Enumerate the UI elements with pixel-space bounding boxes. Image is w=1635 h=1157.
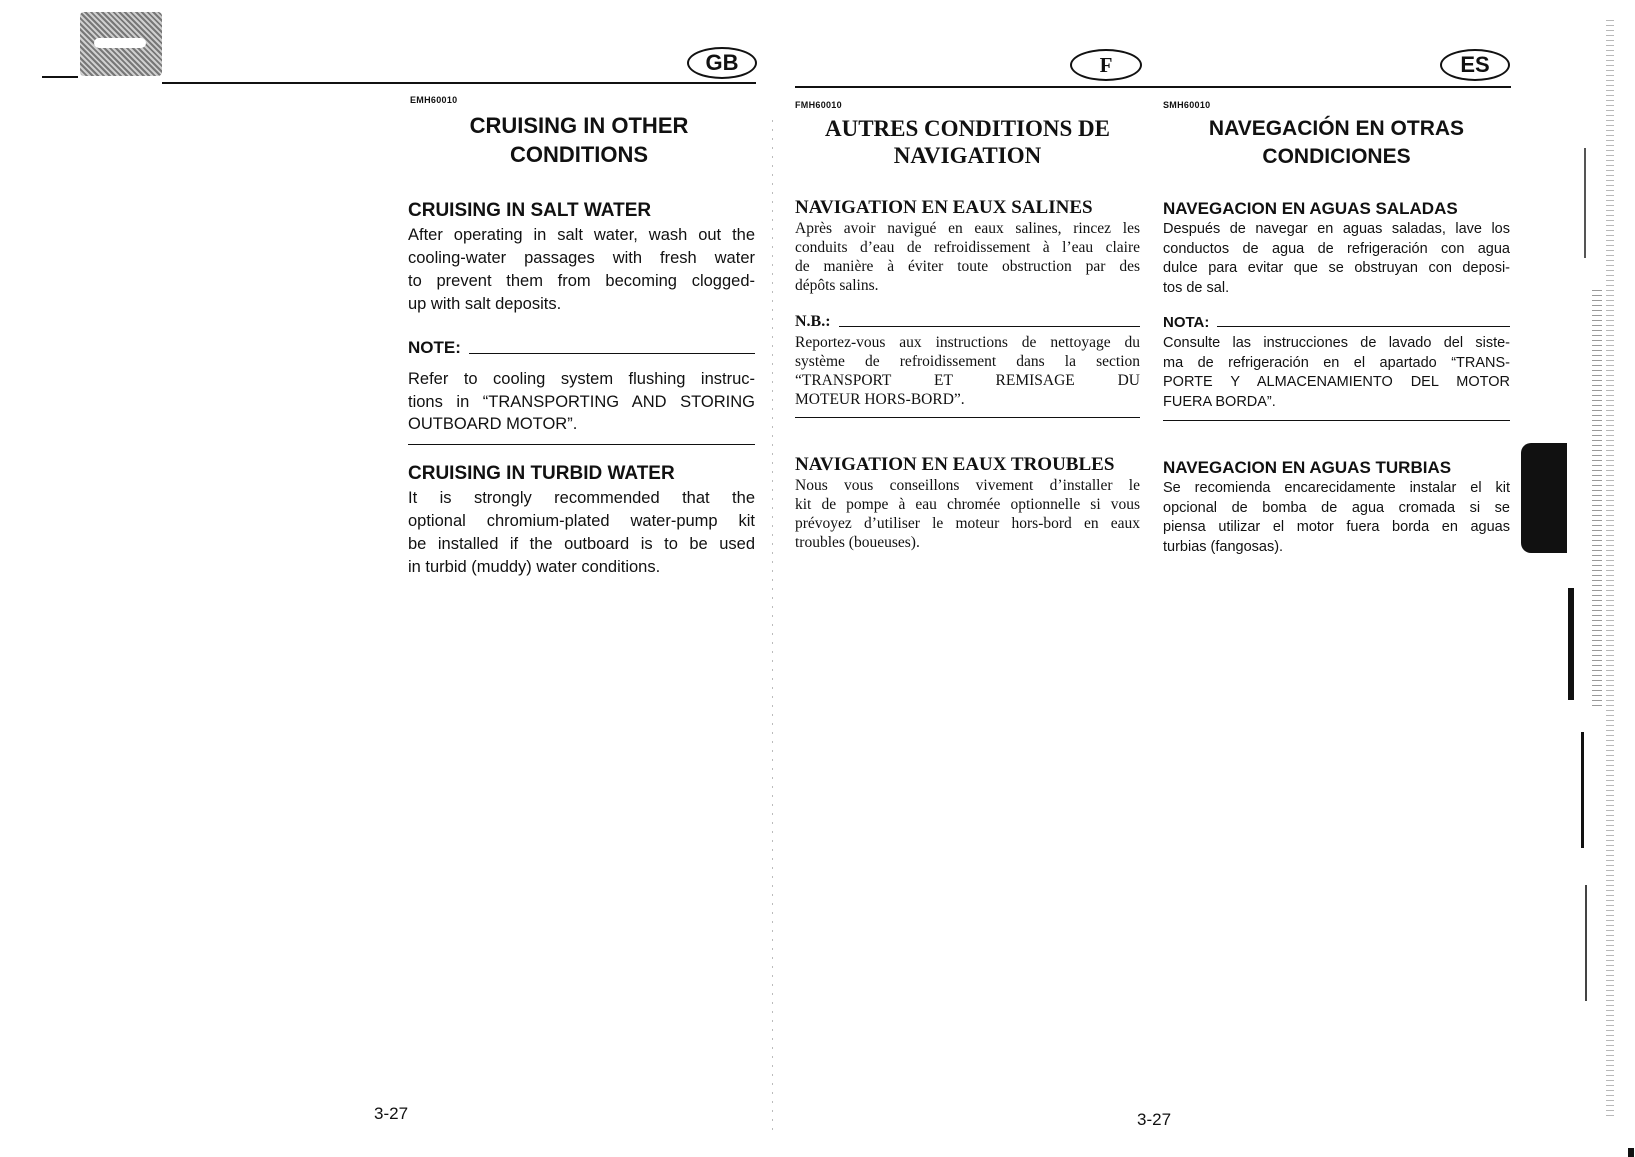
note-body [408, 368, 755, 436]
text-line: Reportez-vous aux instructions de nettoyage du [795, 334, 1140, 351]
text-line: PORTE Y ALMACENAMIENTO DEL MOTOR [1163, 374, 1510, 390]
text-line: MOTEUR HORS-BORD”. [795, 391, 965, 408]
title-line-1: NAVEGACIÓN EN OTRAS [1208, 117, 1465, 140]
turbid-water-paragraph [1163, 479, 1510, 557]
note-rule [1217, 326, 1510, 327]
salt-water-paragraph [408, 224, 755, 316]
turbid-water-paragraph [795, 476, 1140, 552]
edge-scan-noise [1606, 20, 1614, 1120]
title-line-1: CRUISING IN OTHER [469, 113, 689, 138]
text-line: “TRANSPORT ET REMISAGE DU [795, 372, 1140, 389]
text-line: in turbid (muddy) water conditions. [408, 557, 661, 576]
text-line: opcional de bomba de agua cromada si se [1163, 499, 1510, 516]
text-line: kit de pompe à eau chromée optionnelle si vous [795, 496, 1140, 513]
salt-water-heading: NAVEGACION EN AGUAS SALADAS [1163, 199, 1458, 218]
corner-mark [1628, 1148, 1634, 1157]
text-line: to prevent them from becoming clogged- [408, 272, 755, 290]
note-header [1163, 314, 1510, 331]
text-line: tos de sal. [1163, 279, 1230, 296]
title-line-2: NAVIGATION [893, 143, 1042, 168]
text-line: Après avoir navigué en eaux salines, rincez les [795, 220, 1140, 237]
turbid-water-heading: NAVEGACION EN AGUAS TURBIAS [1163, 458, 1452, 477]
turbid-water-heading: CRUISING IN TURBID WATER [408, 462, 675, 484]
text-line: Refer to cooling system flushing instruc- [408, 370, 755, 388]
column-es [1163, 100, 1510, 557]
doc-code: EMH60010 [410, 95, 458, 105]
text-line: troubles (boueuses). [795, 534, 920, 551]
note-rule [469, 353, 755, 354]
text-line: piensa utilizar el motor fuera borda en aguas [1163, 519, 1510, 535]
text-line: Nous vous conseillons vivement d’installer le [795, 477, 1140, 494]
title-line-2: CONDITIONS [509, 142, 649, 167]
lang-badge-gb: GB [687, 47, 757, 79]
header-rule-left-stub [42, 76, 78, 78]
note-body [1163, 334, 1510, 412]
note-header [408, 338, 755, 358]
note-rule [839, 326, 1140, 327]
doc-code: FMH60010 [795, 100, 842, 110]
text-line: conduits d’eau de refroidissement à l’eau claire [795, 239, 1140, 256]
column-gb [408, 95, 755, 579]
turbid-water-paragraph [408, 487, 755, 579]
lang-badge-es: ES [1440, 49, 1510, 81]
column-f [795, 100, 1140, 552]
note-end-rule [1163, 420, 1510, 421]
text-line: After operating in salt water, wash out the [408, 226, 755, 244]
text-line: cooling-water passages with fresh water [408, 249, 755, 267]
text-line: FUERA BORDA”. [1163, 393, 1276, 410]
text-line: ma de refrigeración en el apartado “TRANS- [1163, 354, 1510, 371]
page-spine [772, 120, 773, 1130]
text-line: be installed if the outboard is to be used [408, 534, 755, 553]
text-line: turbias (fangosas). [1163, 538, 1284, 555]
edge-scan-noise [1592, 290, 1602, 710]
lang-badge-f: F [1070, 49, 1142, 81]
header-rule-gb [162, 82, 756, 84]
note-header [795, 313, 1140, 331]
note-label: NOTA: [1163, 314, 1210, 331]
text-line: système de refroidissement dans la section [795, 353, 1140, 370]
section-title [403, 111, 755, 169]
text-line: up with salt deposits. [408, 295, 562, 313]
salt-water-paragraph [795, 219, 1140, 295]
edge-bar [1568, 588, 1574, 700]
section-title [795, 115, 1140, 169]
page-number-left: 3-27 [374, 1104, 409, 1123]
text-line: dépôts salins. [795, 277, 879, 294]
text-line: dulce para evitar que se obstruyan con deposi- [1163, 260, 1510, 276]
salt-water-heading: NAVIGATION EN EAUX SALINES [795, 197, 1093, 218]
section-title [1163, 115, 1510, 171]
edge-bar [1584, 148, 1586, 258]
title-line-1: AUTRES CONDITIONS DE [824, 116, 1110, 141]
note-body [795, 333, 1140, 409]
text-line: de manière à éviter toute obstruction par des [795, 258, 1140, 275]
edge-bar [1585, 885, 1587, 1001]
note-end-rule [795, 417, 1140, 418]
title-line-2: CONDICIONES [1262, 145, 1411, 168]
note-label: NOTE: [408, 338, 461, 357]
page-number-right: 3-27 [1137, 1110, 1172, 1129]
text-line: Consulte las instrucciones de lavado del siste- [1163, 335, 1510, 351]
salt-water-paragraph [1163, 220, 1510, 298]
brand-logo [80, 12, 162, 76]
section-tab-marker [1521, 443, 1567, 553]
note-label: N.B.: [795, 313, 831, 330]
text-line: It is strongly recommended that the [408, 488, 755, 507]
text-line: Se recomienda encarecidamente instalar el kit [1163, 480, 1510, 496]
text-line: Después de navegar en aguas saladas, lave los [1163, 221, 1510, 237]
note-end-rule [408, 444, 755, 445]
text-line: OUTBOARD MOTOR”. [408, 415, 578, 433]
text-line: optional chromium-plated water-pump kit [408, 511, 755, 530]
edge-bar [1581, 732, 1584, 848]
header-rule-f-es [795, 86, 1511, 88]
turbid-water-heading: NAVIGATION EN EAUX TROUBLES [795, 454, 1115, 475]
text-line: tions in “TRANSPORTING AND STORING [408, 392, 755, 411]
text-line: conductos de agua de refrigeración con agua [1163, 240, 1510, 257]
doc-code: SMH60010 [1163, 100, 1211, 110]
text-line: prévoyez d’utiliser le moteur hors-bord en eaux [795, 515, 1140, 532]
salt-water-heading: CRUISING IN SALT WATER [408, 200, 652, 221]
